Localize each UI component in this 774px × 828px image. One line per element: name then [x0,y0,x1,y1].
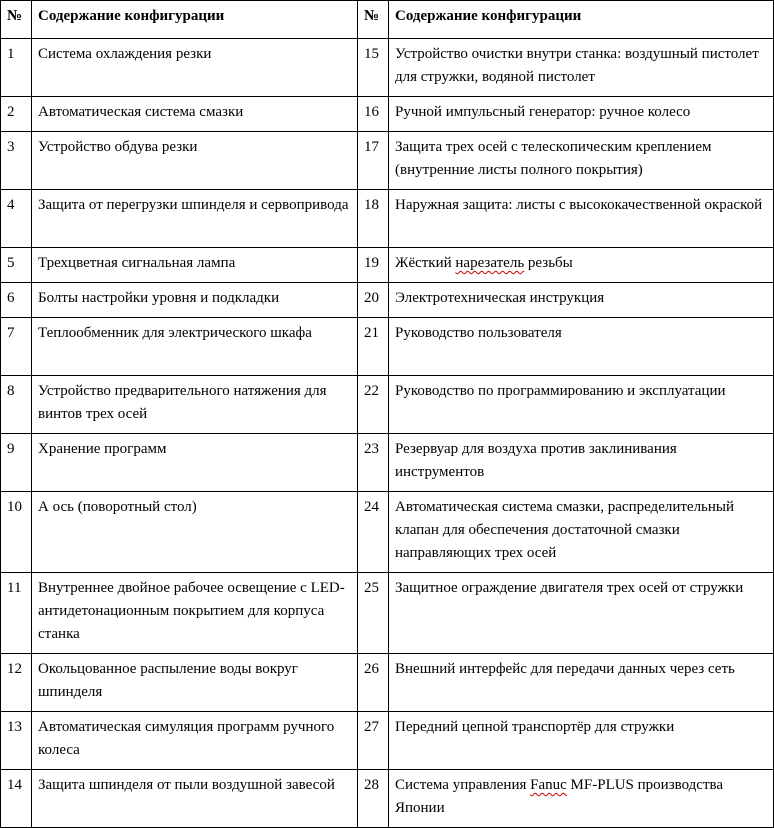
item-description: Автоматическая симуляция программ ручного колеса [32,712,358,770]
item-number: 1 [1,39,32,97]
table-row [1,190,774,248]
item-number: 28 [358,770,389,828]
item-description: Защитное ограждение двигателя трех осей от стружки [389,573,774,654]
item-description: А ось (поворотный стол) [32,492,358,573]
item-description: Резервуар для воздуха против заклинивания инструментов [389,434,774,492]
item-description: Теплообменник для электрического шкафа [32,318,358,376]
item-description: Руководство пользователя [389,318,774,376]
item-description: Ручной импульсный генератор: ручное колесо [389,97,774,132]
item-number: 2 [1,97,32,132]
item-number: 12 [1,654,32,712]
item-description: Внешний интерфейс для передачи данных через сеть [389,654,774,712]
item-number: 13 [1,712,32,770]
table-row [1,132,774,190]
item-description: Защита от перегрузки шпинделя и сервопривода [32,190,358,248]
item-description: Защита шпинделя от пыли воздушной завесой [32,770,358,828]
table-row [1,283,774,318]
item-description: Окольцованное распыление воды вокруг шпинделя [32,654,358,712]
header-content-right: Содержание конфигурации [389,1,774,39]
item-description: Хранение программ [32,434,358,492]
item-number: 20 [358,283,389,318]
item-description: Болты настройки уровня и подкладки [32,283,358,318]
text-segment: MF-PLUS производства Японии [395,777,724,816]
table-row [1,770,774,828]
item-description [389,248,774,283]
item-number: 17 [358,132,389,190]
item-description: Передний цепной транспортёр для стружки [389,712,774,770]
item-number: 10 [1,492,32,573]
header-num-left: № [1,1,32,39]
item-description: Наружная защита: листы с высококачественной окраской [389,190,774,248]
table-row [1,97,774,132]
text-segment: Система управления [395,777,531,793]
table-row [1,39,774,97]
spellcheck-marked-word: нарезатель [455,255,525,271]
table-row [1,376,774,434]
item-number: 23 [358,434,389,492]
header-row [1,1,774,39]
item-description: Трехцветная сигнальная лампа [32,248,358,283]
item-number: 25 [358,573,389,654]
text-segment: резьбы [524,255,573,271]
item-number: 22 [358,376,389,434]
header-num-right: № [358,1,389,39]
item-description: Внутреннее двойное рабочее освещение с LED-антидетонационным покрытием для корпуса станка [32,573,358,654]
item-number: 24 [358,492,389,573]
item-description: Электротехническая инструкция [389,283,774,318]
item-number: 19 [358,248,389,283]
item-description: Защита трех осей с телескопическим креплением (внутренние листы полного покрытия) [389,132,774,190]
header-content-left: Содержание конфигурации [32,1,358,39]
text-segment: Жёсткий [395,255,456,271]
item-description: Руководство по программированию и эксплуатации [389,376,774,434]
item-number: 26 [358,654,389,712]
item-number: 18 [358,190,389,248]
item-description: Устройство предварительного натяжения для винтов трех осей [32,376,358,434]
item-number: 3 [1,132,32,190]
item-description [389,770,774,828]
item-number: 27 [358,712,389,770]
item-number: 4 [1,190,32,248]
table-row [1,573,774,654]
table-row [1,248,774,283]
table-row [1,654,774,712]
item-number: 11 [1,573,32,654]
item-description: Автоматическая система смазки [32,97,358,132]
item-number: 9 [1,434,32,492]
item-number: 6 [1,283,32,318]
table-row [1,492,774,573]
table-row [1,434,774,492]
item-description: Устройство очистки внутри станка: воздушный пистолет для стружки, водяной пистолет [389,39,774,97]
item-number: 14 [1,770,32,828]
item-number: 16 [358,97,389,132]
item-number: 21 [358,318,389,376]
item-description: Система охлаждения резки [32,39,358,97]
table-row [1,318,774,376]
item-number: 8 [1,376,32,434]
table-row [1,712,774,770]
item-number: 5 [1,248,32,283]
item-number: 7 [1,318,32,376]
item-description: Устройство обдува резки [32,132,358,190]
item-number: 15 [358,39,389,97]
item-description: Автоматическая система смазки, распределительный клапан для обеспечения достаточной смазки направляющих трех осей [389,492,774,573]
spellcheck-marked-word: Fanuc [530,777,567,793]
